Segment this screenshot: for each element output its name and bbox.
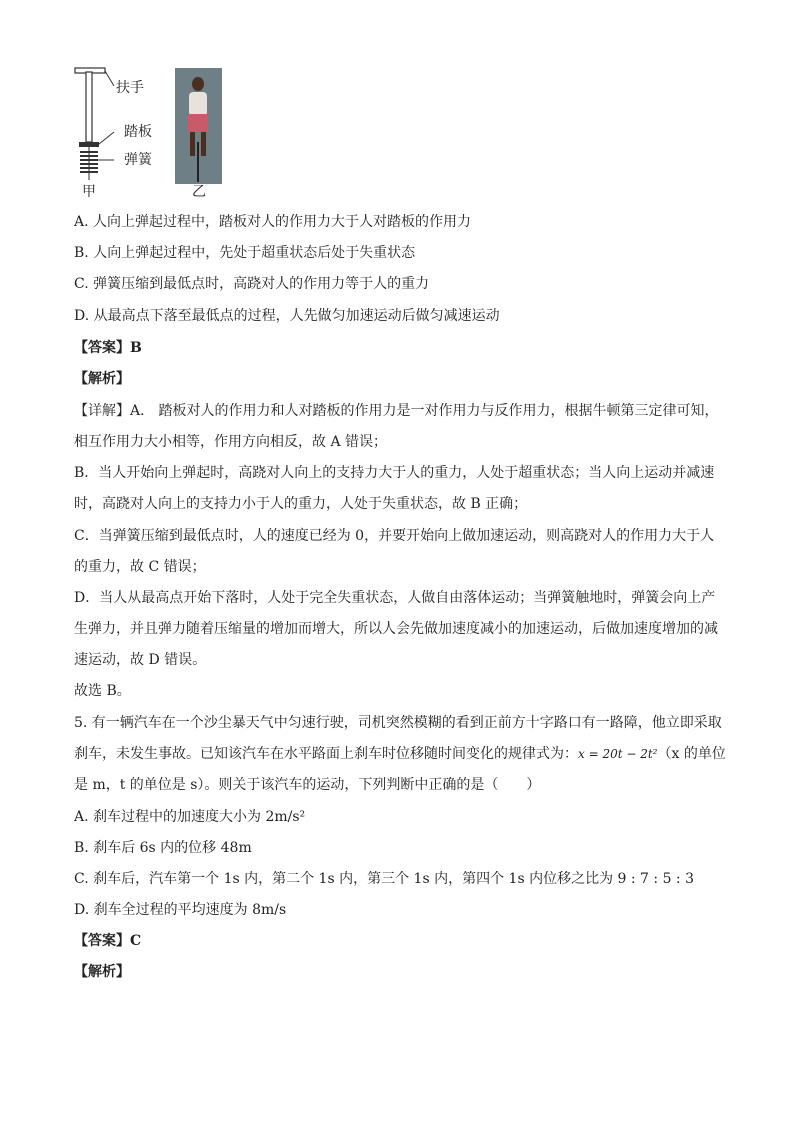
pogo-photo (175, 68, 222, 184)
q5-option-d: D. 刹车全过程的平均速度为 8m/s (74, 902, 287, 918)
q5-option-c: C. 刹车后，汽车第一个 1s 内，第二个 1s 内，第三个 1s 内，第四个 1s 内位移之比为 9 : 7 : 5 : 3 (74, 871, 695, 887)
label-yi: 乙 (192, 184, 206, 200)
pogo-stick-diagram (75, 68, 114, 180)
q4-analysis-label: 【解析】 (74, 371, 130, 387)
label-spring: 弹簧 (124, 152, 152, 168)
q5-formula: x = 20t − 2t² (578, 747, 658, 761)
q4-option-b: B. 人向上弹起过程中，先处于超重状态后处于失重状态 (74, 245, 416, 261)
q4-answer: 【答案】B (74, 340, 142, 356)
q4-detail-line: 速运动，故 D 错误。 (74, 652, 207, 668)
q4-detail-line: 生弹力，并且弹力随着压缩量的增加而增大，所以人会先做加速度减小的加速运动，后做加速度增加的减 (74, 621, 718, 637)
pogo-stick-figure (70, 62, 250, 202)
q4-detail-line: 【详解】A． 踏板对人的作用力和人对踏板的作用力是一对作用力与反作用力，根据牛顿第三定律可知， (74, 403, 719, 419)
label-pedal: 踏板 (124, 124, 152, 140)
label-handle: 扶手 (116, 80, 144, 96)
q5-stem-line (74, 744, 726, 764)
q5-stem-text: 刹车，未发生事故。已知该汽车在水平路面上刹车时位移随时间变化的规律式为： (74, 746, 578, 762)
q4-option-c: C. 弹簧压缩到最低点时，高跷对人的作用力等于人的重力 (74, 276, 430, 292)
label-jia: 甲 (82, 184, 96, 200)
q5-answer: 【答案】C (74, 933, 142, 949)
q4-option-d: D. 从最高点下落至最低点的过程，人先做匀加速运动后做匀减速运动 (74, 308, 500, 324)
q5-stem-line: 5. 有一辆汽车在一个沙尘暴天气中匀速行驶，司机突然模糊的看到正前方十字路口有一路障，他立即采取 (74, 715, 722, 731)
q4-detail-line: 的重力，故 C 错误； (74, 559, 206, 575)
q5-analysis-label: 【解析】 (74, 964, 130, 980)
q4-detail-line: 时，高跷对人向上的支持力小于人的重力，人处于失重状态，故 B 正确； (74, 496, 528, 512)
q4-conclusion: 故选 B。 (74, 683, 131, 699)
q4-detail-line: B．当人开始向上弹起时，高跷对人向上的支持力大于人的重力，人处于超重状态；当人向上运动并减速 (74, 465, 715, 481)
q5-option-a: A. 刹车过程中的加速度大小为 2m/s² (74, 809, 306, 825)
q5-option-b: B. 刹车后 6s 内的位移 48m (74, 840, 252, 856)
q5-stem-line: 是 m，t 的单位是 s）。则关于该汽车的运动，下列判断中正确的是（ ） (74, 777, 541, 793)
q4-detail-line: D．当人从最高点开始下落时，人处于完全失重状态，人做自由落体运动；当弹簧触地时，弹簧会向上产 (74, 590, 716, 606)
q4-option-a: A. 人向上弹起过程中，踏板对人的作用力大于人对踏板的作用力 (74, 214, 472, 230)
q5-stem-text: （x 的单位 (657, 746, 726, 762)
q4-detail-line: C．当弹簧压缩到最低点时，人的速度已经为 0，并要开始向上做加速运动，则高跷对人的作用力大于人 (74, 528, 715, 544)
q4-detail-line: 相互作用力大小相等，作用方向相反，故 A 错误； (74, 434, 388, 450)
